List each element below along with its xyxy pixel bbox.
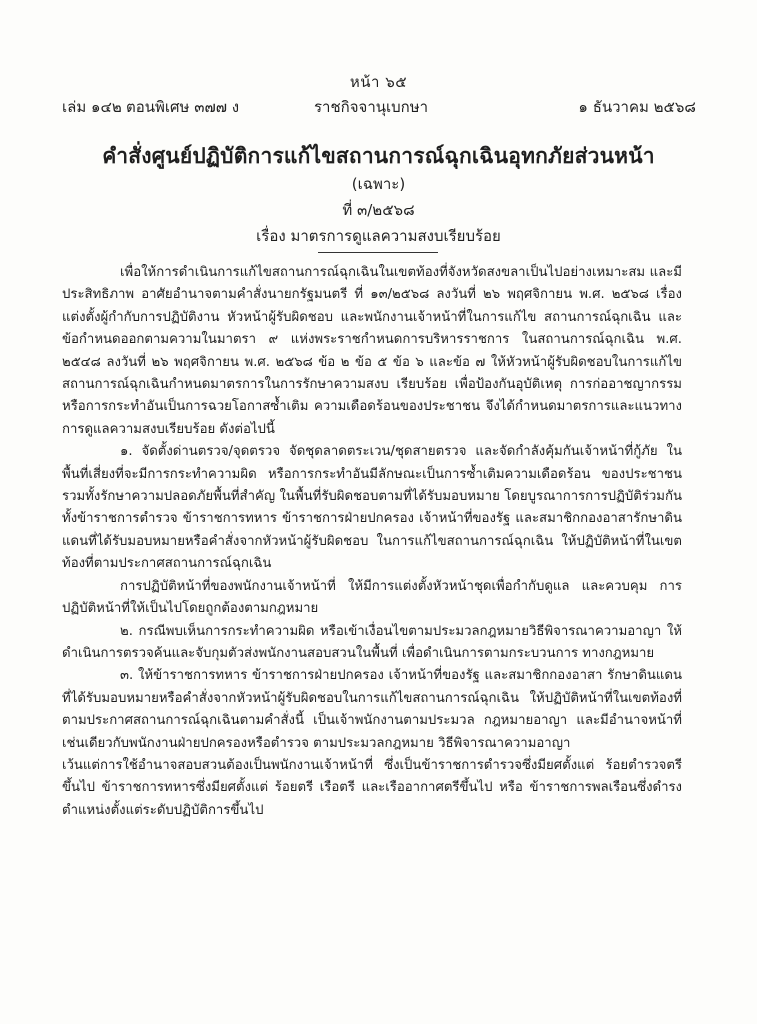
order-body xyxy=(62,262,682,822)
clause-3-exception-paragraph: เว้นแต่การใช้อำนาจสอบสวนต้องเป็นพนักงานเจ้าหน้าที่ ซึ่งเป็นข้าราชการตำรวจซึ่งมียศตั้งแต่ ร้อยตำรวจตรีขึ้นไป ข้าราชการทหารซึ่งมียศตั้งแต่ ร้อยตรี เรือตรี และเรืออากาศตรีขึ้นไป หรือ ข้าราชการพลเรือนซึ่งดำรงตำแหน่งตั้งแต่ระดับปฏิบัติการขึ้นไป xyxy=(62,757,682,818)
order-special: (เฉพาะ) xyxy=(351,175,406,193)
volume-label: เล่ม ๑๔๒ xyxy=(62,98,122,116)
order-title: คำสั่งศูนย์ปฏิบัติการแก้ไขสถานการณ์ฉุกเฉินอุทกภัยส่วนหน้า xyxy=(102,144,655,168)
clause-3-paragraph: ๓. ให้ข้าราชการทหาร ข้าราชการฝ่ายปกครอง เจ้าหน้าที่ของรัฐ และสมาชิกกองอาสา รักษาดินแดน ที่ได้รับมอบหมายหรือคำสั่งจากหัวหน้าผู้รับผิดชอบในการแก้ไขสถานการณ์ฉุกเฉิน ให้ปฏิบัติหน้าที่ในเขตท้องที่ตามประกาศสถานการณ์ฉุกเฉินตามคำสั่งนี้ เป็นเจ้าพนักงานตามประมวล กฎหมายอาญา และมีอำนาจหน้าที่เช่นเดียวกับพนักงานฝ่ายปกครองหรือตำรวจ ตามประมวลกฎหมาย วิธีพิจารณาความอาญา xyxy=(62,668,682,751)
preamble-paragraph: เพื่อให้การดำเนินการแก้ไขสถานการณ์ฉุกเฉินในเขตท้องที่จังหวัดสงขลาเป็นไปอย่างเหมาะสม และมีประสิทธิภาพ อาศัยอำนาจตามคำสั่งนายกรัฐมนตรี ที่ ๑๓/๒๕๖๘ ลงวันที่ ๒๖ พฤศจิกายน พ.ศ. ๒๕๖๘ เรื่อง แต่งตั้งผู้กำกับการปฏิบัติงาน หัวหน้าผู้รับผิดชอบ และพนักงานเจ้าหน้าที่ในการแก้ไข สถานการณ์ฉุกเฉิน และข้อกำหนดออกตามความในมาตรา ๙ แห่งพระราชกำหนดการบริหารราชการ ในสถานการณ์ฉุกเฉิน พ.ศ. ๒๕๔๘ ลงวันที่ ๒๖ พฤศจิกายน พ.ศ. ๒๕๖๘ ข้อ ๒ ข้อ ๕ ข้อ ๖ และข้อ ๗ ให้หัวหน้าผู้รับผิดชอบในการแก้ไขสถานการณ์ฉุกเฉินกำหนดมาตรการในการรักษาความสงบ เรียบร้อย เพื่อป้องกันอุบัติเหตุ การก่ออาชญากรรม หรือการกระทำอันเป็นการฉวยโอกาสซ้ำเติม ความเดือดร้อนของประชาชน จึงได้กำหนดมาตรการและแนวทางการดูแลความสงบเรียบร้อย ดังต่อไปนี้ xyxy=(62,265,682,437)
order-number: ที่ ๓/๒๕๖๘ xyxy=(342,201,415,219)
gazette-name: ราชกิจจานุเบกษา xyxy=(314,98,429,116)
gazette-header xyxy=(62,95,696,117)
part-label: ตอนพิเศษ ๓๗๗ ง xyxy=(126,98,240,116)
page-number: หน้า ๖๕ xyxy=(349,73,408,91)
title-divider xyxy=(318,252,438,253)
clause-1-paragraph: ๑. จัดตั้งด่านตรวจ/จุดตรวจ จัดชุดลาดตระเวน/ชุดสายตรวจ และจัดกำลังคุ้มกันเจ้าหน้าที่กู้ภัย ในพื้นที่เสี่ยงที่จะมีการกระทำความผิด หรือการกระทำอันมีลักษณะเป็นการซ้ำเติมความเดือดร้อน ของประชาชน รวมทั้งรักษาความปลอดภัยพื้นที่สำคัญ ในพื้นที่รับผิดชอบตามที่ได้รับมอบหมาย โดยบูรณาการการปฏิบัติร่วมกันทั้งข้าราชการตำรวจ ข้าราชการทหาร ข้าราชการฝ่ายปกครอง เจ้าหน้าที่ของรัฐ และสมาชิกกองอาสารักษาดินแดนที่ได้รับมอบหมายหรือคำสั่งจากหัวหน้าผู้รับผิดชอบ ในการแก้ไขสถานการณ์ฉุกเฉิน ให้ปฏิบัติหน้าที่ในเขตท้องที่ตามประกาศสถานการณ์ฉุกเฉิน xyxy=(62,444,682,572)
publication-date: ๑ ธันวาคม ๒๕๖๘ xyxy=(578,98,696,116)
clause-2-paragraph: ๒. กรณีพบเห็นการกระทำความผิด หรือเข้าเงื่อนไขตามประมวลกฎหมายวิธีพิจารณาความอาญา ให้ดำเนินการตรวจค้นและจับกุมตัวส่งพนักงานสอบสวนในพื้นที่ เพื่อดำเนินการตามกระบวนการ ทางกฎหมาย xyxy=(62,623,682,661)
clause-1-supervision-paragraph: การปฏิบัติหน้าที่ของพนักงานเจ้าหน้าที่ ให้มีการแต่งตั้งหัวหน้าชุดเพื่อกำกับดูแล และควบคุม การปฏิบัติหน้าที่ให้เป็นไปโดยถูกต้องตามกฎหมาย xyxy=(62,578,682,617)
order-subject: เรื่อง มาตรการดูแลความสงบเรียบร้อย xyxy=(256,227,501,245)
